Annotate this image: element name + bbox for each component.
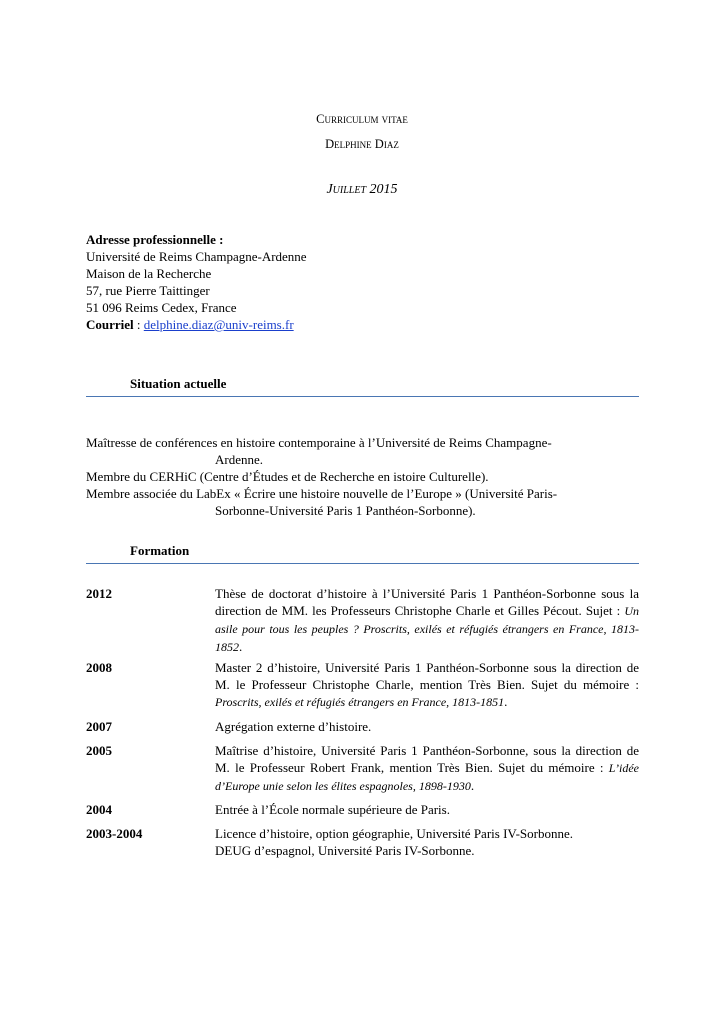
section-divider (86, 563, 639, 564)
email-label: Courriel (86, 317, 134, 332)
entry-description (215, 801, 639, 818)
situation-list (86, 434, 639, 519)
entry-description (215, 659, 639, 711)
document-date: Juillet 2015 (326, 182, 398, 197)
section-title-formation: Formation (130, 543, 190, 558)
entry-year: 2007 (86, 719, 112, 734)
entry-thesis-title: Un asile pour tous les peuples ? Proscrits, exilés et réfugiés étrangers en France, 1813-1852 (215, 604, 639, 654)
entry-year: 2003-2004 (86, 826, 143, 841)
entry-text-end: . (470, 778, 475, 793)
entry-text-end: . (504, 694, 508, 709)
entry-text: Thèse de doctorat d’histoire à l’Université Paris 1 Panthéon-Sorbonne sous la direction de MM. les Professeurs Christophe Charle et Gilles Pécout. Sujet : (215, 586, 639, 618)
address-line: 51 096 Reims Cedex, France (86, 300, 237, 315)
entry-thesis-title: Proscrits, exilés et réfugiés étrangers en France, 1813-1851 (215, 695, 505, 709)
entry-year: 2008 (86, 660, 112, 675)
entry-text: Agrégation externe d’histoire. (215, 719, 372, 734)
entry-text: Maîtrise d’histoire, Université Paris 1 Panthéon-Sorbonne, sous la direction de M. le Professeur Robert Frank, mention Très Bien. Sujet du mémoire : (215, 743, 639, 775)
email-separator: : (133, 317, 144, 332)
entry-text: Entrée à l’École normale supérieure de Paris. (215, 802, 450, 817)
address-line: Maison de la Recherche (86, 266, 212, 281)
entry-description (215, 585, 639, 656)
entry-thesis-title: L’idée d’Europe unie selon les élites espagnoles, 1898-1930 (215, 761, 639, 793)
author-name: Delphine Diaz (325, 137, 399, 151)
situation-item-continuation: Ardenne. (215, 452, 264, 467)
entry-text-second: DEUG d’espagnol, Université Paris IV-Sorbonne. (215, 843, 475, 858)
entry-text: Licence d’histoire, option géographie, Université Paris IV-Sorbonne. (215, 826, 574, 841)
professional-address (86, 231, 646, 333)
document-title: Curriculum vitae (316, 112, 408, 126)
entry-year: 2012 (86, 586, 112, 601)
email-line (86, 316, 646, 333)
situation-item-first-line: Membre du CERHiC (Centre d’Études et de Recherche en istoire Culturelle). (86, 469, 489, 484)
entry-year: 2005 (86, 743, 112, 758)
entry-description (215, 742, 639, 795)
address-line: 57, rue Pierre Taittinger (86, 283, 210, 298)
entry-year: 2004 (86, 802, 112, 817)
section-title-situation: Situation actuelle (130, 376, 227, 391)
section-divider (86, 396, 639, 397)
situation-item-first-line: Membre associée du LabEx « Écrire une histoire nouvelle de l’Europe » (Université Paris- (86, 486, 558, 501)
entry-text-end: . (239, 639, 243, 654)
address-line: Université de Reims Champagne-Ardenne (86, 249, 307, 264)
entry-description (215, 718, 639, 735)
entry-description (215, 825, 639, 859)
situation-item-continuation: Sorbonne-Université Paris 1 Panthéon-Sorbonne). (215, 503, 476, 518)
email-link[interactable]: delphine.diaz@univ-reims.fr (143, 317, 294, 332)
address-label: Adresse professionnelle : (86, 232, 224, 247)
entry-text: Master 2 d’histoire, Université Paris 1 Panthéon-Sorbonne sous la direction de M. le Professeur Christophe Charle, mention Très Bien. Sujet du mémoire : (215, 660, 639, 692)
situation-item-first-line: Maîtresse de conférences en histoire contemporaine à l’Université de Reims Champagne- (86, 435, 552, 450)
